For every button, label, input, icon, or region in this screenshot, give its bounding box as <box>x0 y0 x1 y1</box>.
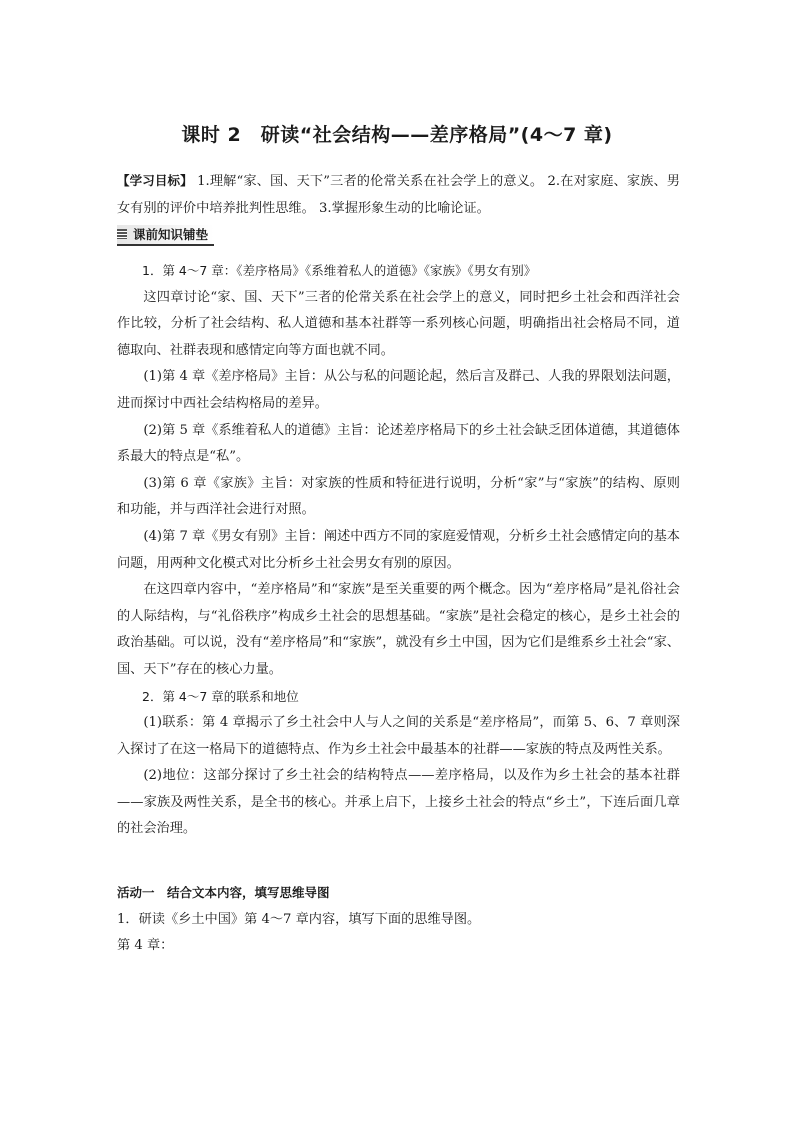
section-heading-box <box>117 225 214 246</box>
paragraph-relation: (1)联系：第 4 章揭示了乡土社会中人与人之间的关系是“差序格局”，而第 5、6、7 章则深入探讨了在这一格局下的道德特点、作为乡土社会中最基本的社群——家族的特点及两性关系。 <box>117 715 680 757</box>
learning-goals-text: 1.理解“家、国、天下”三者的伦常关系在社会学上的意义。 2.在对家庭、家族、男女有别的评价中培养批判性思维。 3.掌握形象生动的比喻论证。 <box>117 174 680 216</box>
activity-section <box>117 880 680 960</box>
paragraph-chapters: 1．第 4～7 章：《差序格局》《系维着私人的道德》《家族》《男女有别》 <box>142 263 537 278</box>
activity-task: 1．研读《乡土中国》第 4～7 章内容，填写下面的思维导图。 <box>117 911 481 927</box>
section-bar-icon <box>117 229 127 239</box>
page-title: 课时 2 研读“社会结构——差序格局”(4～7 章) <box>181 124 613 146</box>
main-content <box>117 258 680 843</box>
paragraph-overview: 这四章讨论“家、国、天下”三者的伦常关系在社会学上的意义，同时把乡土社会和西洋社会作比较，分析了社会结构、私人道德和基本社群等一系列核心问题，明确指出社会格局不同，道德取向、社群表现和感情定向等方面也就不同。 <box>117 289 680 358</box>
section-heading <box>117 226 214 244</box>
paragraph-position: (2)地位：这部分探讨了乡土社会的结构特点——差序格局，以及作为乡土社会的基本社群——家族及两性关系，是全书的核心。并承上启下，上接乡土社会的特点“乡土”，下连后面几章的社会治理。 <box>117 768 680 837</box>
learning-goals-label: 【学习目标】 <box>117 173 193 188</box>
paragraph-ch7: (4)第 7 章《男女有别》主旨：阐述中西方不同的家庭爱情观，分析乡土社会感情定向的基本问题，用两种文化模式对比分析乡土社会男女有别的原因。 <box>117 528 680 571</box>
activity-label: 活动一 结合文本内容，填写思维导图 <box>117 885 330 900</box>
paragraph-key-concepts: 在这四章内容中，“差序格局”和“家族”是至关重要的两个概念。因为“差序格局”是礼俗社会的人际结构，与“礼俗秩序”构成乡土社会的思想基础。“家族”是社会稳定的核心，是乡土社会的政治基础。可以说，没有“差序格局”和“家族”，就没有乡土中国，因为它们是维系乡土社会“家、国、天下”存在的核心力量。 <box>117 582 680 677</box>
section-heading-label: 课前知识铺垫 <box>133 226 209 242</box>
activity-chapter: 第 4 章： <box>117 938 174 954</box>
paragraph-ch4: (1)第 4 章《差序格局》主旨：从公与私的问题论起，然后言及群己、人我的界限划法问题，进而探讨中西社会结构格局的差异。 <box>117 369 680 411</box>
paragraph-relation-heading: 2．第 4～7 章的联系和地位 <box>142 688 299 704</box>
learning-goals <box>117 168 680 222</box>
paragraph-ch6: (3)第 6 章《家族》主旨：对家族的性质和特征进行说明，分析“家”与“家族”的结构、原则和功能，并与西洋社会进行对照。 <box>117 475 680 518</box>
paragraph-ch5: (2)第 5 章《系维着私人的道德》主旨：论述差序格局下的乡土社会缺乏团体道德，其道德体系最大的特点是“私”。 <box>117 422 680 465</box>
